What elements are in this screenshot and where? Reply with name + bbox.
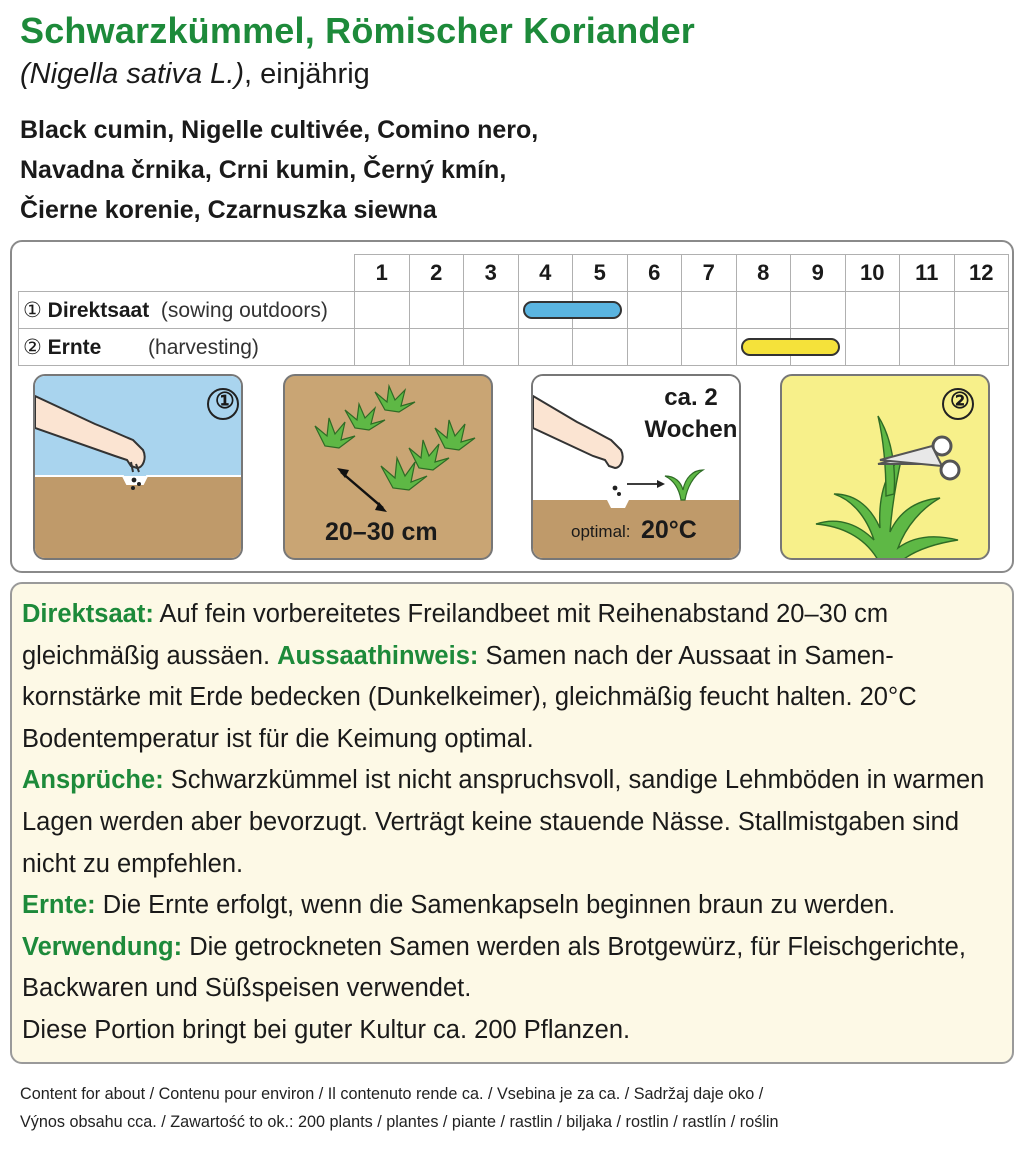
month-1: 1 [355,255,410,292]
month-6: 6 [627,255,682,292]
calendar-row-sowing [19,292,1009,329]
names-line-2: Navadna črnika, Crni kumin, Černý kmín, [20,156,507,184]
harvest-period-bar [741,338,839,356]
month-7: 7 [682,255,737,292]
step-sowing-illustration [33,374,243,560]
footer-line-2: Výnos obsahu cca. / Zawartość to ok.: 200 plants / plantes / piante / rastlin / biljaka / rostlin / rastlín / roślin [20,1113,779,1131]
sowing-calendar [18,254,1009,366]
optimal-label: optimal: [571,522,631,541]
names-line-1: Black cumin, Nigelle cultivée, Comino nero, [20,116,539,144]
content-footer [20,1080,778,1136]
lifecycle: , einjährig [244,58,370,90]
sowing-period-bar [523,301,621,319]
month-10: 10 [845,255,900,292]
row-spacing-label: 20–30 cm [325,518,438,546]
month-2: 2 [409,255,464,292]
step-spacing-illustration [283,374,493,560]
month-12: 12 [954,255,1009,292]
row-label-harvest: ② Ernte (harvesting) [19,329,355,366]
sowing-hand-icon [35,376,243,560]
step-marker-1: ① [215,388,235,413]
section-direktsaat: Direktsaat: Auf fein vorbereitetes Freilandbeet mit Reihenabstand 20–30 cm gleichmäßig aussäen. Aussaathinweis: Samen nach der Aussaat in Samenkornstärke mit Erde bedecken (Dunkelkeimer), gleichmäßig feucht halten. 20°C Bodentemperatur ist für die Keimung optimal. [22,600,917,753]
month-4: 4 [518,255,573,292]
month-3: 3 [464,255,519,292]
month-11: 11 [900,255,955,292]
step-harvest-illustration [780,374,990,560]
section-verwendung: Verwendung: Die getrockneten Samen werden als Brotgewürz, für Fleischgerichte, Backwaren und Süßspeisen verwendet. [22,932,966,1003]
step-marker-2: ② [950,388,970,413]
footer-line-1: Content for about / Contenu pour environ / Il contenuto rende ca. / Vsebina je za ca. / Sadržaj daje oko / [20,1085,764,1103]
germination-duration: ca. 2 Wochen [644,384,738,443]
botanical-name: (Nigella sativa L.) [20,58,245,90]
month-5: 5 [573,255,628,292]
section-aussaathinweis-heading: Aussaathinweis: [277,641,479,670]
product-title: Schwarzkümmel, Römischer Koriander [20,10,696,51]
names-line-3: Čierne korenie, Czarnuszka siewna [20,196,437,224]
month-9: 9 [791,255,846,292]
cultivation-instructions [10,582,1014,1064]
month-8: 8 [736,255,791,292]
calendar-row-harvest [19,329,1009,366]
step-germination-illustration [531,374,741,560]
section-ansprueche: Ansprüche: Schwarzkümmel ist nicht anspruchsvoll, sandige Lehmböden in warmen Lagen werden aber bevorzugt. Verträgt keine stauende Nässe. Stallmistgaben sind nicht zu empfehlen. [22,766,985,878]
portion-yield: Diese Portion bringt bei guter Kultur ca. 200 Pflanzen. [22,1015,631,1044]
optimal-temperature: 20°C [641,516,697,544]
row-label-sowing: ① Direktsaat (sowing outdoors) [19,292,355,329]
section-ernte: Ernte: Die Ernte erfolgt, wenn die Samenkapseln beginnen braun zu werden. [22,891,896,920]
latin-name [20,58,370,91]
translated-names [20,110,538,230]
